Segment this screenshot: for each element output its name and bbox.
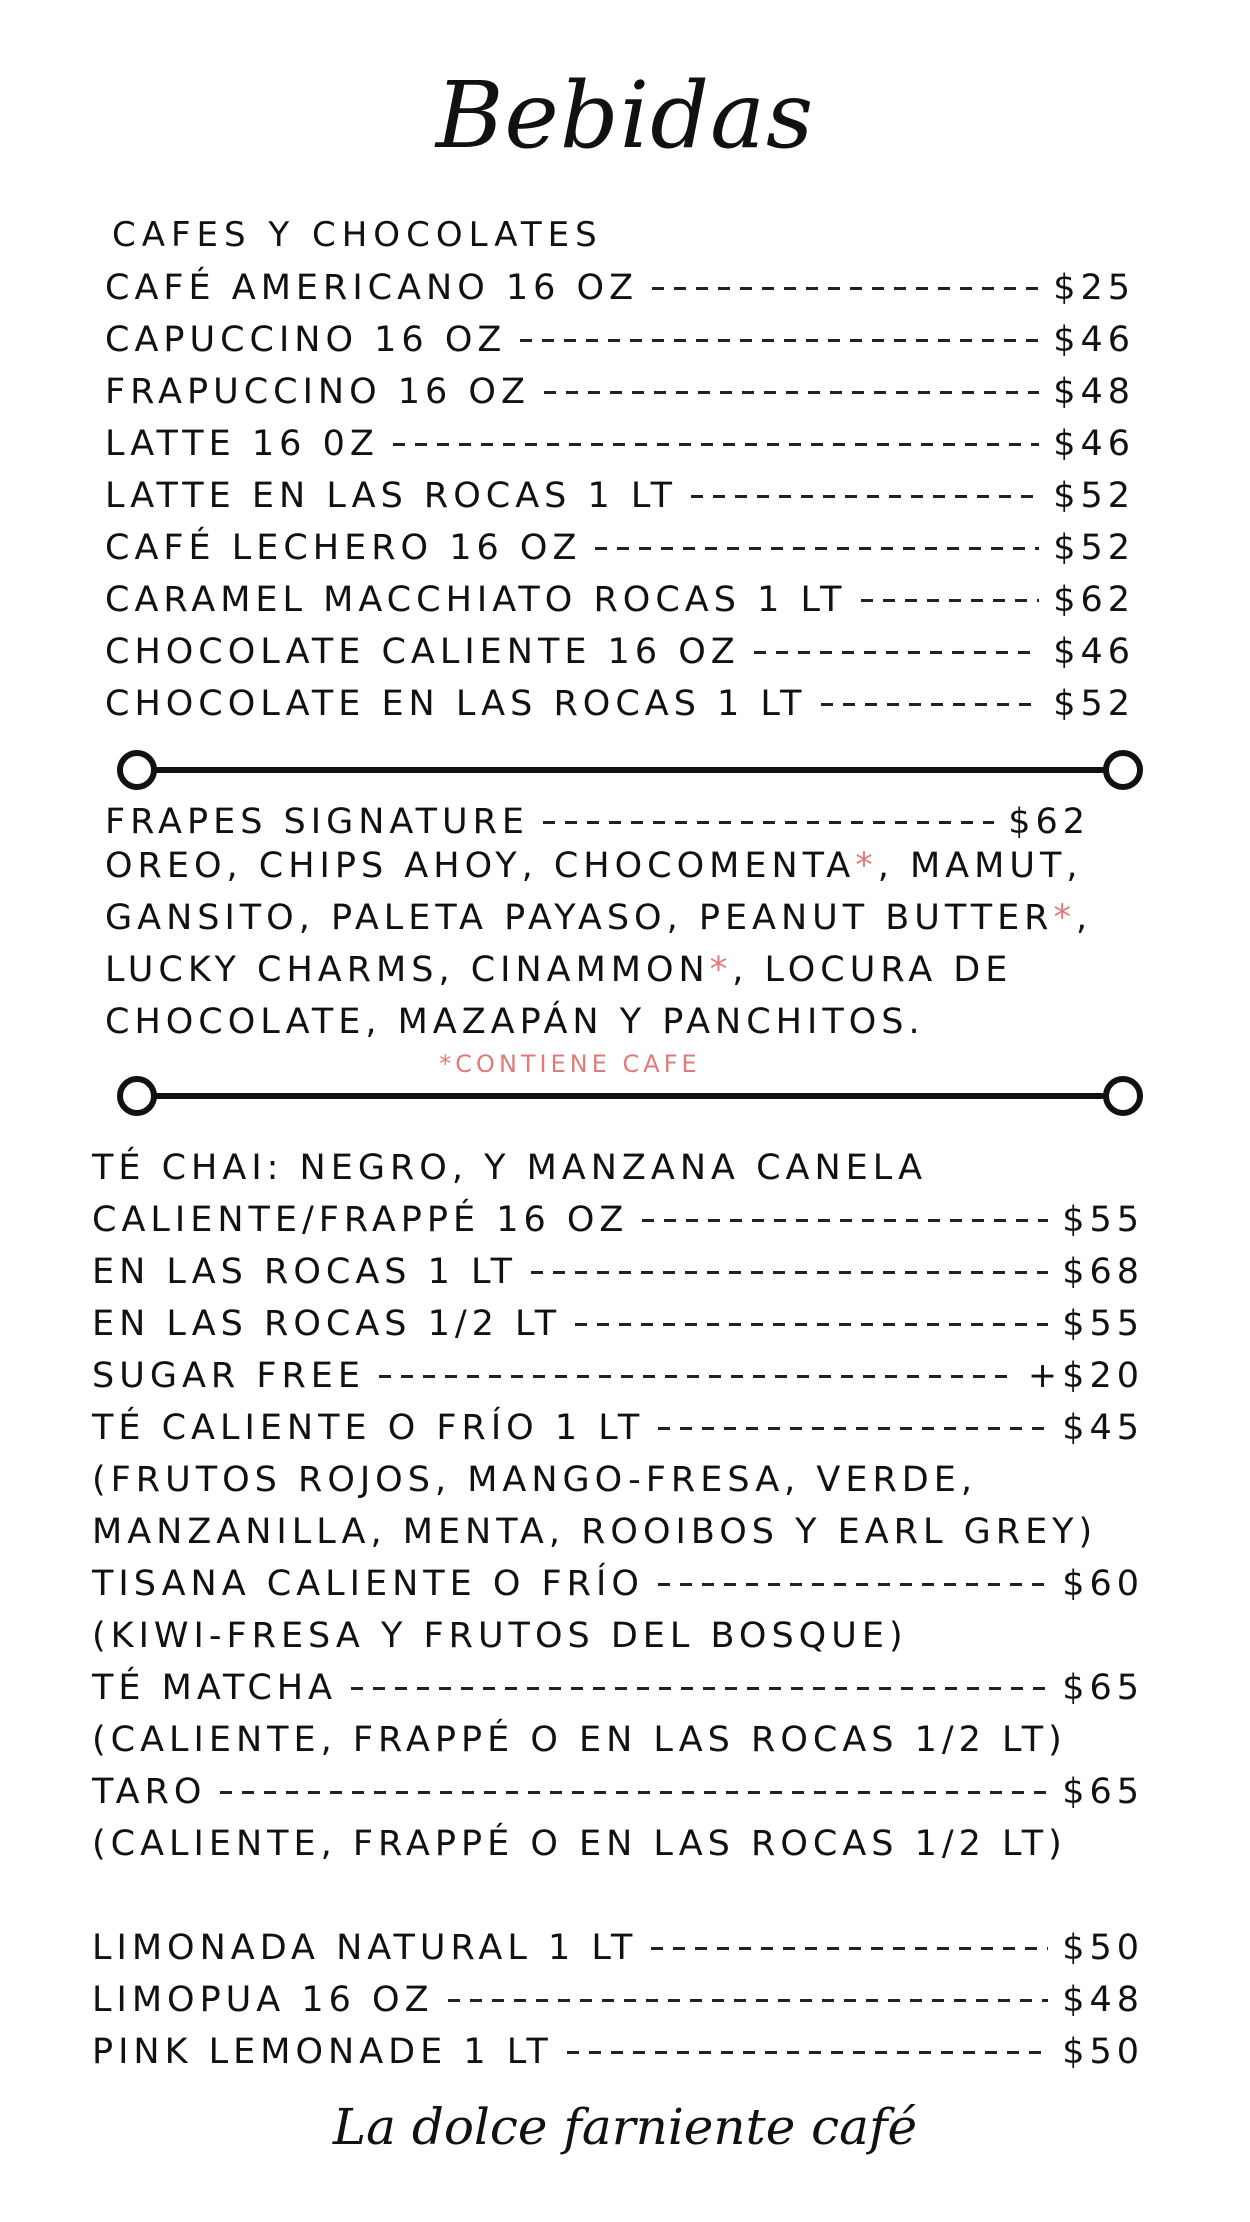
leader-dots: [651, 1947, 1048, 1950]
item-name: CAFÉ AMERICANO 16 OZ: [105, 267, 639, 308]
item-price: $46: [1053, 319, 1135, 360]
item-name: CHOCOLATE CALIENTE 16 OZ: [105, 631, 740, 672]
leader-dots: [575, 1323, 1048, 1326]
section-heading-cafes: CAFES Y CHOCOLATES: [112, 215, 603, 255]
leader-dots: [691, 495, 1039, 498]
item-name: LATTE EN LAS ROCAS 1 LT: [105, 475, 677, 516]
item-name: PINK LEMONADE 1 LT: [92, 2031, 553, 2072]
menu-item: [92, 1298, 1144, 1350]
item-name: TARO: [92, 1771, 207, 1812]
item-name: CAFÉ LECHERO 16 OZ: [105, 527, 582, 568]
leader-dots: [567, 2051, 1048, 2054]
item-name: EN LAS ROCAS 1/2 LT: [92, 1303, 562, 1344]
coffee-star: *: [1053, 898, 1077, 938]
item-price: $55: [1062, 1303, 1144, 1344]
frapes-flavors-line: GANSITO, PALETA PAYASO, PEANUT BUTTER*,: [105, 898, 1093, 938]
item-name: CALIENTE/FRAPPÉ 16 OZ: [92, 1199, 629, 1240]
item-description: (KIWI-FRESA Y FRUTOS DEL BOSQUE): [92, 1616, 908, 1656]
item-description: MANZANILLA, MENTA, ROOIBOS Y EARL GREY): [92, 1512, 1098, 1552]
leader-dots: [393, 443, 1039, 446]
cafe-name-footer: La dolce farniente café: [332, 2098, 918, 2156]
menu-item: [105, 418, 1135, 470]
item-name: SUGAR FREE: [92, 1355, 366, 1396]
coffee-star: *: [709, 950, 733, 990]
menu-item: [105, 314, 1135, 366]
item-name: FRAPUCCINO 16 OZ: [105, 371, 530, 412]
leader-dots: [861, 599, 1040, 602]
item-price: $52: [1053, 527, 1135, 568]
item-price: $62: [1008, 801, 1090, 842]
item-price: $48: [1062, 1979, 1144, 2020]
item-price: $62: [1053, 579, 1135, 620]
menu-item: [105, 366, 1135, 418]
leader-dots: [642, 1219, 1048, 1222]
menu-item: [92, 1922, 1144, 1974]
item-description: (FRUTOS ROJOS, MANGO-FRESA, VERDE,: [92, 1460, 977, 1500]
item-name: TÉ CALIENTE O FRÍO 1 LT: [92, 1407, 645, 1448]
item-price: $60: [1062, 1563, 1144, 1604]
leader-dots: [754, 651, 1039, 654]
menu-item: [105, 262, 1135, 314]
leader-dots: [652, 287, 1039, 290]
leader-dots: [220, 1791, 1048, 1794]
section-heading-frapes: FRAPES SIGNATURE: [105, 801, 530, 842]
item-price: $50: [1062, 2031, 1144, 2072]
divider: [115, 1074, 1145, 1118]
item-price: $46: [1053, 631, 1135, 672]
item-price: $68: [1062, 1251, 1144, 1292]
item-price: $52: [1053, 475, 1135, 516]
item-name: CAPUCCINO 16 OZ: [105, 319, 507, 360]
item-price: $25: [1053, 267, 1135, 308]
leader-dots: [658, 1583, 1048, 1586]
menu-item: [92, 1974, 1144, 2026]
menu-item: [92, 2026, 1144, 2078]
menu-item: [105, 678, 1135, 730]
leader-dots: [595, 547, 1039, 550]
item-price: $50: [1062, 1927, 1144, 1968]
leader-dots: [448, 1999, 1049, 2002]
item-price: +$20: [1027, 1355, 1144, 1396]
coffee-star: *: [855, 846, 878, 886]
frapes-flavors-line: OREO, CHIPS AHOY, CHOCOMENTA*, MAMUT,: [105, 846, 1083, 886]
item-description: (CALIENTE, FRAPPÉ O EN LAS ROCAS 1/2 LT): [92, 1720, 1067, 1760]
item-price: $46: [1053, 423, 1135, 464]
frapes-flavors-line: LUCKY CHARMS, CINAMMON*, LOCURA DE: [105, 950, 1013, 990]
item-name: TÉ MATCHA: [92, 1667, 338, 1708]
item-price: $55: [1062, 1199, 1144, 1240]
section-heading-te-chai: TÉ CHAI: NEGRO, Y MANZANA CANELA: [92, 1148, 928, 1188]
menu-item: [105, 574, 1135, 626]
menu-item: [105, 626, 1135, 678]
menu-item: [92, 1350, 1144, 1402]
menu-item: [92, 1246, 1144, 1298]
leader-dots: [658, 1427, 1048, 1430]
item-description: (CALIENTE, FRAPPÉ O EN LAS ROCAS 1/2 LT): [92, 1824, 1067, 1864]
frapes-flavors-line: CHOCOLATE, MAZAPÁN Y PANCHITOS.: [105, 1002, 925, 1042]
menu-item: [92, 1766, 1144, 1818]
item-name: CARAMEL MACCHIATO ROCAS 1 LT: [105, 579, 847, 620]
item-price: $65: [1062, 1771, 1144, 1812]
leader-dots: [351, 1687, 1048, 1690]
menu-item: [92, 1402, 1144, 1454]
menu-item: [105, 522, 1135, 574]
leader-dots: [520, 339, 1039, 342]
item-price: $45: [1062, 1407, 1144, 1448]
contains-coffee-note: *CONTIENE CAFE: [439, 1050, 701, 1078]
item-price: $48: [1053, 371, 1135, 412]
leader-dots: [379, 1375, 1014, 1378]
item-name: TISANA CALIENTE O FRÍO: [92, 1563, 644, 1604]
page-title: Bebidas: [435, 62, 815, 169]
leader-dots: [821, 703, 1040, 706]
item-name: LATTE 16 0Z: [105, 423, 379, 464]
item-name: CHOCOLATE EN LAS ROCAS 1 LT: [105, 683, 807, 724]
menu-item: [105, 470, 1135, 522]
menu-item: [92, 1558, 1144, 1610]
menu-item: [92, 1662, 1144, 1714]
menu-item: [92, 1194, 1144, 1246]
leader-dots: [531, 1271, 1048, 1274]
item-name: LIMONADA NATURAL 1 LT: [92, 1927, 638, 1968]
leader-dots: [544, 391, 1039, 394]
item-price: $65: [1062, 1667, 1144, 1708]
item-price: $52: [1053, 683, 1135, 724]
leader-dots: [543, 821, 994, 824]
item-name: EN LAS ROCAS 1 LT: [92, 1251, 518, 1292]
divider: [115, 748, 1145, 792]
item-name: LIMOPUA 16 OZ: [92, 1979, 434, 2020]
